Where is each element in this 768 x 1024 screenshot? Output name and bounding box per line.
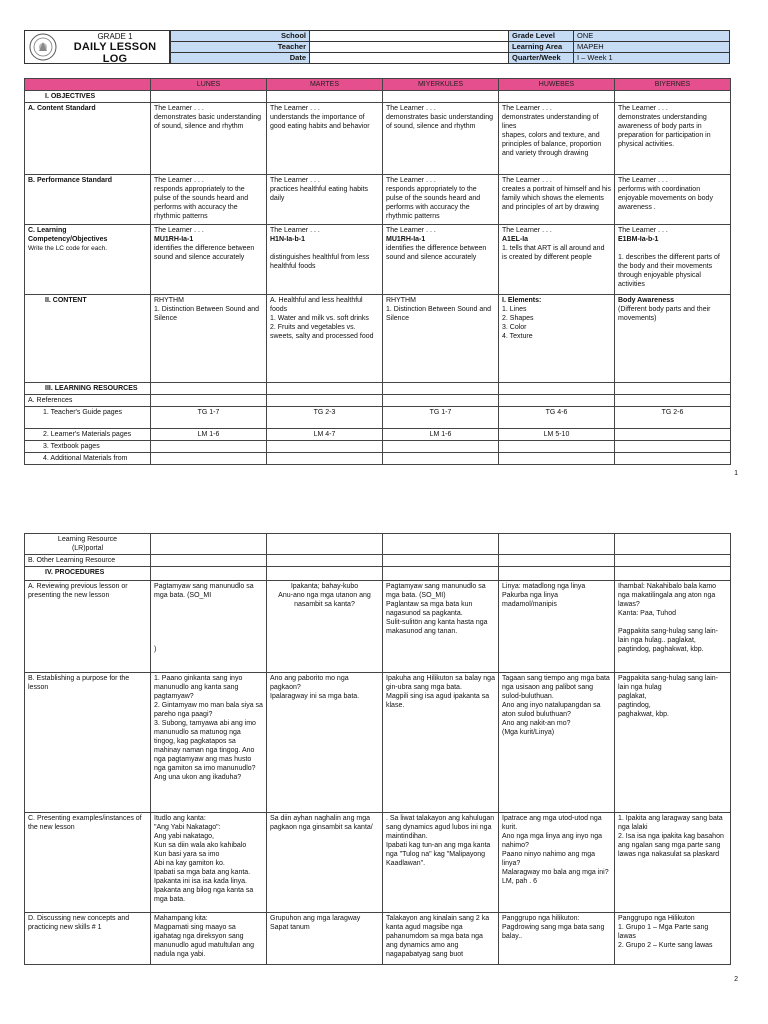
table-row xyxy=(25,441,731,453)
cell-line: (Different body parts and their movements) xyxy=(618,306,711,322)
review-cell xyxy=(499,581,615,673)
examples-label: C. Presenting examples/instances of the new lesson xyxy=(25,813,151,913)
table-cell xyxy=(267,395,383,407)
competency-sublabel: Write the LC code for each. xyxy=(28,245,108,252)
cell-line xyxy=(154,618,263,627)
content-standard-cell xyxy=(499,103,615,175)
page-1 xyxy=(0,0,768,490)
lc-code: E1BM-Ia-b-1 xyxy=(618,236,659,243)
competency-cell: The Learner . . . MU1RH-Ia-1 identifies the difference between sound and silence accurately xyxy=(383,225,499,295)
examples-cell xyxy=(267,813,383,913)
table-cell xyxy=(151,395,267,407)
cell-line: 1. Distinction Between Sound and Silence xyxy=(386,306,492,322)
table-cell xyxy=(499,555,615,567)
cell-line: Pagtamyaw sang manunudlo sa mga bata. (SO_MI xyxy=(154,583,254,599)
cell-line: The Learner . . . xyxy=(386,105,436,112)
review-cell xyxy=(615,581,731,673)
cell-line: Pakurba nga linya xyxy=(502,592,559,599)
cell-line: Ang yabi nakatago, xyxy=(154,833,214,840)
cell-line: A. Healthful and less healthful foods xyxy=(270,297,363,313)
cell-line: Abi na kay gamiton ko. xyxy=(154,860,225,867)
table-row xyxy=(25,555,731,567)
learning-area-label: Learning Area xyxy=(509,42,574,53)
performance-standard-cell xyxy=(383,175,499,225)
grade-level-value: ONE xyxy=(574,31,730,42)
cell-line: 3. Color xyxy=(502,324,527,331)
cell-line xyxy=(154,627,263,636)
table-cell xyxy=(383,395,499,407)
table-cell xyxy=(383,534,499,555)
performance-standard-cell xyxy=(499,175,615,225)
table-cell xyxy=(499,395,615,407)
lesson-table-page-1 xyxy=(24,78,731,465)
cell-line: Paano ninyo nahimo ang mga linya? xyxy=(502,851,596,867)
table-row xyxy=(25,383,731,395)
table-cell xyxy=(151,383,267,395)
cell-line: The Learner . . . xyxy=(154,177,204,184)
day-header: BIYERNES xyxy=(615,79,731,91)
cell-line: paglakat, xyxy=(618,693,647,700)
cell-line: practices healthful eating habits daily xyxy=(270,186,369,202)
cell-line: creates a portrait of himself and his family which shows the elements and principles of art by drawing xyxy=(502,186,611,211)
cell-line: 3. Subong, tamyawa abi ang imo manunudlo sa matunog nga tingog, kag pagkatapos sa mahinay naman nga tingog. Ano nga pagtamyaw ang mas husto nga gamiton sa imo manunudlo? Ang una ukon ang ikaduha? xyxy=(154,720,256,781)
table-cell xyxy=(615,441,731,453)
cell-line: Sa diin ayhan naghalin ang mga pagkaon nga ginsambit sa kanta/ xyxy=(270,815,373,831)
additional-materials-label: 4. Additional Materials from xyxy=(25,453,151,465)
cell-line: 4. Texture xyxy=(502,333,533,340)
school-value[interactable] xyxy=(310,31,509,42)
cell-line: responds appropriately to the pulse of the sounds heard and performs with accuracy the rhythmic patterns xyxy=(386,186,481,220)
content-standard-cell xyxy=(267,103,383,175)
cell-line: Body Awareness xyxy=(618,297,675,304)
cell-line: Pagdrowing sang mga bata sang balay.. xyxy=(502,924,605,940)
objectives-heading: I. OBJECTIVES xyxy=(25,91,151,103)
quarter-value: I – Week 1 xyxy=(574,53,730,64)
textbook-label: 3. Textbook pages xyxy=(25,441,151,453)
table-cell xyxy=(267,383,383,395)
table-row xyxy=(25,567,731,581)
cell-line: demonstrates understanding awareness of body parts in preparation for participation in physical activities. xyxy=(618,114,711,148)
purpose-cell xyxy=(267,673,383,813)
date-label: Date xyxy=(171,53,310,64)
cell-line: 2. Grupo 2 – Kurte sang lawas xyxy=(618,942,713,949)
cell-line: performs with coordination enjoyable movements on body awareness . xyxy=(618,186,713,211)
table-cell xyxy=(267,91,383,103)
content-standard-cell xyxy=(383,103,499,175)
lesson-log-header xyxy=(24,30,730,64)
purpose-cell xyxy=(499,673,615,813)
competency-cell: The Learner . . . H1N-Ia-b-1 distinguishes healthful from less healthful foods xyxy=(267,225,383,295)
content-cell xyxy=(383,295,499,383)
cell-line: Ano ang paborito mo nga pagkaon? xyxy=(270,675,349,691)
cell-line: 2. Gintamyaw mo man bala siya sa pareho nga paagi? xyxy=(154,702,263,718)
cell-line: Talakayon ang kinalain sang 2 ka kanta agud magsibe nga pahanumdom sa mga bata nga ang dynamics amo ang nagapabatyag sang buot xyxy=(386,915,490,958)
review-cell xyxy=(151,581,267,673)
cell-line: Ihambal: Nakahibalo bala kamo nga makatilingala ang aton nga lawas? xyxy=(618,583,717,608)
table-cell xyxy=(267,555,383,567)
table-row xyxy=(25,913,731,965)
purpose-cell xyxy=(151,673,267,813)
teacher-value[interactable] xyxy=(310,42,509,53)
cell-line: The Learner . . . xyxy=(502,177,552,184)
table-cell xyxy=(383,453,499,465)
cell-line: Anu-ano nga mga utanon ang nasambit sa kanta? xyxy=(278,592,371,608)
date-value[interactable] xyxy=(310,53,509,64)
cell-line: The Learner . . . xyxy=(270,105,320,112)
cell-line: LM, pah . 6 xyxy=(502,878,538,885)
table-cell xyxy=(615,395,731,407)
table-cell xyxy=(615,91,731,103)
cell-line: Pagtamyaw sang manunudlo sa mga bata. (SO_MI) xyxy=(386,583,486,599)
cell-line: Tagaan sang tiempo ang mga bata nga usisaon ang palibot sang sulod-buluthuan. xyxy=(502,675,610,700)
cell-line: ) xyxy=(154,646,157,653)
performance-standard-cell xyxy=(151,175,267,225)
table-cell xyxy=(151,555,267,567)
tg-cell: TG 2-3 xyxy=(267,407,383,429)
cell-line: responds appropriately to the pulse of the sounds heard and performs with accuracy the rhythmic patterns xyxy=(154,186,249,220)
day-header: HUWEBES xyxy=(499,79,615,91)
table-row xyxy=(25,581,731,673)
competency-cell: The Learner . . . A1EL-Ia 1. tells that ART is all around and is created by different people xyxy=(499,225,615,295)
tg-cell: TG 1-7 xyxy=(383,407,499,429)
cell-line: Learning Resource xyxy=(57,536,118,543)
cell-line: (LR)portal xyxy=(71,545,104,552)
day-header: MIYERKULES xyxy=(383,79,499,91)
table-cell xyxy=(615,453,731,465)
cell-line: 1. Paano ginkanta sang inyo manunudlo ang kanta sang pagtamyaw? xyxy=(154,675,243,700)
cell-line: Itudlo ang kanta: xyxy=(154,815,206,822)
table-cell xyxy=(615,534,731,555)
content-heading: II. CONTENT xyxy=(25,295,151,383)
lm-cell: LM 1-6 xyxy=(383,429,499,441)
cell-line: The Learner . . . xyxy=(386,177,436,184)
table-row xyxy=(25,673,731,813)
table-cell xyxy=(151,567,267,581)
table-cell xyxy=(151,441,267,453)
table-cell xyxy=(383,91,499,103)
table-row xyxy=(25,453,731,465)
cell-line: Magpili sing isa agud ipakanta sa klase. xyxy=(386,693,490,709)
cell-line: Kanta: Paa, Tuhod xyxy=(618,610,676,617)
cell-line xyxy=(154,600,263,609)
content-standard-cell xyxy=(151,103,267,175)
cell-line: Mahampang kita: xyxy=(154,915,208,922)
cell-line: Ipakuha ang Hilikuton sa balay nga gin-ubra sang mga bata. xyxy=(386,675,495,691)
performance-standard-label: B. Performance Standard xyxy=(25,175,151,225)
discussing-cell xyxy=(267,913,383,965)
table-cell xyxy=(151,91,267,103)
lm-cell: LM 5-10 xyxy=(499,429,615,441)
lc-code: A1EL-Ia xyxy=(502,236,529,243)
discussing-cell xyxy=(499,913,615,965)
review-cell xyxy=(383,581,499,673)
learning-area-value: MAPEH xyxy=(574,42,730,53)
lesson-table-page-2 xyxy=(24,533,731,965)
cell-line: RHYTHM xyxy=(386,297,416,304)
table-cell xyxy=(151,534,267,555)
cell-line: 2. Isa isa nga ipakita kag basahon ang ngalan sang mga parte sang lawas nga nakasulat sa plaskard xyxy=(618,833,724,858)
cell-line: Ano ang nakit-an mo? xyxy=(502,720,571,727)
table-cell xyxy=(615,567,731,581)
cell-line: demonstrates basic understanding of sound, silence and rhythm xyxy=(386,114,494,130)
cell-line: The Learner . . . xyxy=(270,177,320,184)
cell-line: Ano ang inyo natalupangdan sa aton sulod buluthuan? xyxy=(502,702,601,718)
lc-code: MU1RH-Ia-1 xyxy=(386,236,426,243)
competency-label: C. Learning Competency/Objectives xyxy=(28,227,108,243)
cell-line: (Mga kurit/Linya) xyxy=(502,729,555,736)
document-title: DAILY LESSON LOG xyxy=(73,41,157,65)
table-row xyxy=(25,175,731,225)
page-number: 2 xyxy=(734,976,738,983)
cell-line: 1. Water and milk vs. soft drinks xyxy=(270,315,369,322)
tg-cell: TG 4-6 xyxy=(499,407,615,429)
cell-line: pagtindog, xyxy=(618,702,651,709)
cell-line: Panggrupo nga hilikuton: xyxy=(502,915,580,922)
cell-line: Ipakanta; bahay-kubo xyxy=(290,583,359,590)
table-cell xyxy=(615,555,731,567)
tg-cell: TG 2-6 xyxy=(615,407,731,429)
lm-cell: LM 1-6 xyxy=(151,429,267,441)
school-label: School xyxy=(171,31,310,42)
table-cell xyxy=(383,383,499,395)
table-row xyxy=(25,534,731,555)
table-cell xyxy=(499,453,615,465)
purpose-cell xyxy=(383,673,499,813)
page-number: 1 xyxy=(734,470,738,477)
cell-line: Malaragway mo bala ang mga ini? xyxy=(502,869,609,876)
cell-line xyxy=(154,609,263,618)
other-resource-label: B. Other Learning Resource xyxy=(25,555,151,567)
performance-standard-cell xyxy=(615,175,731,225)
competency-label-cell xyxy=(25,225,151,295)
cell-line: Ipabati sa mga bata ang kanta. xyxy=(154,869,251,876)
examples-cell xyxy=(615,813,731,913)
cell-line: Magpamati sing maayo sa igahatag nga direksyon sang manunudlo agud matultulan ang nadula nga yabi. xyxy=(154,924,255,958)
table-row xyxy=(25,295,731,383)
table-cell xyxy=(499,91,615,103)
purpose-cell xyxy=(615,673,731,813)
cell-line: paghakwat, kbp. xyxy=(618,711,669,718)
cell-line: RHYTHM xyxy=(154,297,184,304)
table-cell xyxy=(499,441,615,453)
cell-line: Ipakanta ang bilog nga kanta sa mga bata. xyxy=(154,887,254,903)
day-header-blank xyxy=(25,79,151,91)
cell-line: Paglantaw sa mga bata kun nagasunod sa pagkanta. xyxy=(386,601,473,617)
lm-cell xyxy=(615,429,731,441)
cell-line: 1. Distinction Between Sound and Silence xyxy=(154,306,260,322)
table-cell xyxy=(267,453,383,465)
cell-line: demonstrates understanding of lines xyxy=(502,114,599,130)
cell-line: Kun sa diin wala ako kahibalo xyxy=(154,842,247,849)
table-cell xyxy=(383,567,499,581)
cell-line: Ipakanta ini isa isa kada linya. xyxy=(154,878,247,885)
table-row xyxy=(25,395,731,407)
table-cell xyxy=(267,441,383,453)
cell-line: The Learner . . . xyxy=(154,105,204,112)
cell-line: Pagpakita sang-hulag sang lain-lain nga hulag.. paglakat, pagtindog, paghakwat, kbp. xyxy=(618,628,719,653)
cell-line: I. Elements: xyxy=(502,297,542,304)
cell-line: Linya: matadlong nga linya xyxy=(502,583,586,590)
cell-line: The Learner . . . xyxy=(618,105,668,112)
table-cell xyxy=(499,534,615,555)
grade-level-label: Grade Level xyxy=(509,31,574,42)
cell-line: . Sa liwat talakayon ang kahulugan sang dynamics agud lubos ini nga maintindihan. xyxy=(386,815,495,840)
examples-cell xyxy=(499,813,615,913)
teacher-label: Teacher xyxy=(171,42,310,53)
cell-line: Ipabati kag tun-an ang mga kanta nga "Tulog na" kag "Malipayong Kaadlawan". xyxy=(386,842,491,867)
examples-cell xyxy=(383,813,499,913)
cell-line: 2. Shapes xyxy=(502,315,534,322)
discussing-cell xyxy=(383,913,499,965)
content-cell xyxy=(499,295,615,383)
references-label: A. References xyxy=(25,395,151,407)
cell-line: Sapat tanum xyxy=(270,924,310,931)
review-label: A. Reviewing previous lesson or presenting the new lesson xyxy=(25,581,151,673)
table-cell xyxy=(151,453,267,465)
cell-line: Grupuhon ang mga laragway xyxy=(270,915,361,922)
day-header: LUNES xyxy=(151,79,267,91)
lr-portal-label xyxy=(25,534,151,555)
table-cell xyxy=(383,555,499,567)
table-row xyxy=(25,429,731,441)
lm-label: 2. Learner's Materials pages xyxy=(25,429,151,441)
examples-cell xyxy=(151,813,267,913)
cell-line: Ipatrace ang mga utod-utod nga kurit. xyxy=(502,815,602,831)
cell-line: madamol/manipis xyxy=(502,601,557,608)
review-cell xyxy=(267,581,383,673)
discussing-label: D. Discussing new concepts and practicing new skills # 1 xyxy=(25,913,151,965)
cell-line: The Learner . . . xyxy=(618,177,668,184)
competency-cell: The Learner . . . E1BM-Ia-b-1 1. describes the different parts of the body and their movements through enjoyable physical activities xyxy=(615,225,731,295)
cell-line xyxy=(154,636,263,645)
content-cell xyxy=(151,295,267,383)
cell-line: 1. Grupo 1 – Mga Parte sang lawas xyxy=(618,924,709,940)
deped-seal-icon xyxy=(29,33,57,61)
cell-line: "Ang Yabi Nakatago": xyxy=(154,824,221,831)
cell-line: Ano nga mga linya ang inyo nga nahimo? xyxy=(502,833,603,849)
day-header: MARTES xyxy=(267,79,383,91)
cell-line: Kun basi yara sa imo xyxy=(154,851,220,858)
cell-line: shapes, colors and texture, and principles of balance, proportion and variety through drawing xyxy=(502,132,602,157)
table-cell xyxy=(267,534,383,555)
cell-line: 1. Ipakita ang laragway sang bata nga lalaki xyxy=(618,815,723,831)
learning-resources-heading: III. LEARNING RESOURCES xyxy=(25,383,151,395)
table-cell xyxy=(267,567,383,581)
cell-line: Panggrupo nga Hilikuton xyxy=(618,915,695,922)
discussing-cell xyxy=(151,913,267,965)
lc-code: MU1RH-Ia-1 xyxy=(154,236,194,243)
performance-standard-cell xyxy=(267,175,383,225)
grade-title: GRADE 1 xyxy=(97,32,133,41)
table-row xyxy=(25,813,731,913)
cell-line xyxy=(618,618,727,627)
content-standard-label: A. Content Standard xyxy=(25,103,151,175)
cell-line: 2. Fruits and vegetables vs. sweets, salty and processed food xyxy=(270,324,374,340)
cell-line: 1. Lines xyxy=(502,306,527,313)
procedures-heading: IV. PROCEDURES xyxy=(25,567,151,581)
tg-cell: TG 1-7 xyxy=(151,407,267,429)
discussing-cell xyxy=(615,913,731,965)
table-cell xyxy=(499,567,615,581)
title-box xyxy=(24,30,170,64)
day-header-row xyxy=(25,79,731,91)
purpose-label: B. Establishing a purpose for the lesson xyxy=(25,673,151,813)
header-info-table xyxy=(170,30,730,64)
lc-code: H1N-Ia-b-1 xyxy=(270,236,306,243)
competency-cell: The Learner . . . MU1RH-Ia-1 identifies the difference between sound and silence accurately xyxy=(151,225,267,295)
table-cell xyxy=(615,383,731,395)
content-cell xyxy=(615,295,731,383)
cell-line: Sulit-sulitön ang kanta hasta nga makasunod ang tanan. xyxy=(386,619,488,635)
table-cell xyxy=(383,441,499,453)
table-row xyxy=(25,225,731,295)
cell-line: demonstrates basic understanding of sound, silence and rhythm xyxy=(154,114,262,130)
cell-line: Ipalaragway ini sa mga bata. xyxy=(270,693,360,700)
quarter-label: Quarter/Week xyxy=(509,53,574,64)
content-standard-cell xyxy=(615,103,731,175)
cell-line: Pagpakita sang-hulag sang lain-lain nga hulag xyxy=(618,675,719,691)
table-row xyxy=(25,407,731,429)
table-cell xyxy=(499,383,615,395)
cell-line: The Learner . . . xyxy=(502,105,552,112)
tg-label: 1. Teacher's Guide pages xyxy=(25,407,151,429)
page-2 xyxy=(0,490,768,1024)
table-row xyxy=(25,103,731,175)
lm-cell: LM 4-7 xyxy=(267,429,383,441)
content-cell xyxy=(267,295,383,383)
cell-line: understands the importance of good eating habits and behavior xyxy=(270,114,370,130)
